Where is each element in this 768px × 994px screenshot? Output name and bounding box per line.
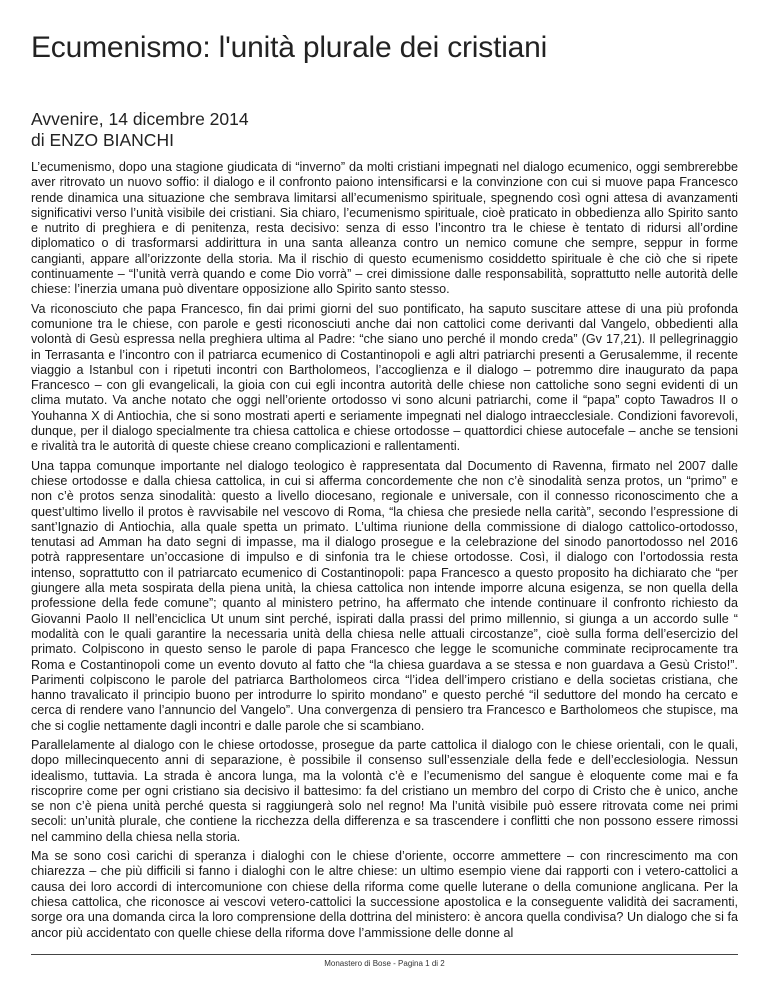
paragraph: Parallelamente al dialogo con le chiese ortodosse, prosegue da parte cattolica il dialogo con le chiese orientali, con le quali, dopo millecinquecento anni di separazione, è possibile il consenso sull’essenziale della fede e dell’ecclesiologia. Nessun idealismo, tuttavia. La strada è ancora lunga, ma la volontà c’è e l’ecumenismo del sangue è eloquente come mai e fa riscoprire come per ogni cristiano sia decisivo il battesimo: fa del cristiano un membro del corpo di Cristo che è unico, anche se non c’è piena unità perché questa si raggiungerà solo nel regno! Ma l’unità visibile può essere ritrovata come nei primi secoli: un’unità plurale, che contiene la ricchezza della differenza e sa trascendere i conflitti che non possono essere rimossi nel cammino della chiesa nella storia. [31, 737, 738, 844]
paragraph: Va riconosciuto che papa Francesco, fin dai primi giorni del suo pontificato, ha saputo suscitare attese di una più profonda comunione tra le chiese, con parole e gesti riconosciuti anche dai non cattolici come derivanti dal Vangelo, obbedienti alla volontà di Gesù espressa nella preghiera ultima al Padre: “che siano uno perché il mondo creda” (Gv 17,21). Il pellegrinaggio in Terrasanta e l’incontro con il patriarca ecumenico di Costantinopoli e agli altri patriarchi presenti a Gerusalemme, il recente viaggio a Istanbul con i ripetuti incontri con Bartholomeos, l’accoglienza e il dialogo – potremmo dire inaugurato da papa Francesco – con gli evangelicali, la gioia con cui egli incontra autorità delle chiese non cattoliche sono segni evidenti di un clima mutato. Va anche notato che oggi nell’oriente ortodosso vi sono alcuni patriarchi, come il “papa” copto Tawadros II o Youhanna X di Antiochia, che si sono mostrati aperti e seriamente impegnati nel dialogo intraecclesiale. Condizioni favorevoli, dunque, per il dialogo specialmente tra chiesa cattolica e chiese ortodosse – quattordici chiese autocefale – anche se tensioni e rivalità tra le autorità di queste chiese creano complicazioni e rallentamenti. [31, 301, 738, 454]
footer-divider [31, 954, 738, 955]
article-body [31, 160, 738, 945]
paragraph: Una tappa comunque importante nel dialogo teologico è rappresentata dal Documento di Ravenna, firmato nel 2007 dalle chiese ortodosse e dalla chiesa cattolica, in cui si afferma concordemente che non c’è sinodalità senza protos, un “primo” e non c’è protos senza sinodalità: questo a livello diocesano, regionale e universale, con il connesso riconoscimento che a quest’ultimo livello il protos è ravvisabile nel vescovo di Roma, “la chiesa che presiede nella carità”, secondo l’espressione di sant’Ignazio di Antiochia, alla quale spetta un primato. L’ultima riunione della commissione di dialogo cattolico-ortodosso, tenutasi ad Amman ha dato segni di impasse, ma il dialogo prosegue e la celebrazione del sinodo panortodosso nel 2016 potrà rappresentare un’occasione di impulso e di sinfonia tra le chiese ortodosse. Così, il dialogo con l’ortodossia resta intenso, soprattutto con il patriarcato ecumenico di Costantinopoli: papa Francesco a questo proposito ha dichiarato che “per giungere alla meta sospirata della piena unità, la chiesa cattolica non intende imporre alcuna esigenza, se non quella della professione della fede comune”; quanto al ministero petrino, ha affermato che intende continuare il confronto richiesto da Giovanni Paolo II nell’enciclica Ut unum sint perché, ispirati dalla prassi del primo millennio, si giunga a un accordo sulle “ modalità con le quali garantire la necessaria unità della chiesa nelle attuali circostanze”, cioè sulla forma dell’esercizio del primato. Colpiscono in questo senso le parole di papa Francesco che legge le scomuniche comminate reciprocamente tra Roma e Costantinopoli come un evento dovuto al fatto che “la chiesa guardava a se stessa e non guardava a Gesù Cristo!”. Parimenti colpiscono le parole del patriarca Bartholomeos circa “l’idea dell’impero cristiano e della societas cristiana, che hanno travalicato il principio buono per introdurre lo spirito mondano” e questo perché “il seduttore del mondo ha cercato e cerca di rendere vano l’annuncio del Vangelo”. Una convergenza di pensiero tra Francesco e Bartholomeos che stupisce, ma che si coglie nettamente dagli incontri e dalle parole che si scambiano. [31, 458, 738, 733]
article-author: di ENZO BIANCHI [31, 130, 174, 150]
article-source: Avvenire, 14 dicembre 2014 [31, 109, 249, 129]
paragraph: Ma se sono così carichi di speranza i dialoghi con le chiese d’oriente, occorre ammettere – con rincrescimento ma con chiarezza – che più difficili si fanno i dialoghi con le altre chiese: un ultimo esempio viene dai rapporti con i vetero-cattolici a causa dei loro accordi di intercomunione con chiese della riforma come quelle luterane o della comunione anglicana. Per la chiesa cattolica, che riconosce ai vescovi vetero-cattolici la successione apostolica e la conseguente validità dei sacramenti, sorge ora una domanda circa la loro comprensione della dottrina del ministero: è ancora quella condivisa? Un dialogo che si fa ancor più accidentato con quelle chiese della riforma dove l’ammissione delle donne al [31, 849, 738, 940]
article-title: Ecumenismo: l'unità plurale dei cristiani [31, 31, 548, 64]
page-footer: Monastero di Bose - Pagina 1 di 2 [324, 959, 445, 968]
document-page [31, 0, 738, 994]
paragraph: L’ecumenismo, dopo una stagione giudicata di “inverno” da molti cristiani impegnati nel dialogo ecumenico, oggi sembrerebbe aver ritrovato un nuovo soffio: il dialogo e il confronto paiono intensificarsi e la convinzione con cui si muove papa Francesco rende dinamica una situazione che sembrava limitarsi all’ecumenismo spirituale, spegnendo così ogni attesa di avanzamenti significativi verso l’unità visibile dei cristiani. Sia chiaro, l’ecumenismo spirituale, cioè praticato in obbedienza allo Spirito santo e nutrito di preghiera e di penitenza, resta decisivo: senza di esso l’incontro tra le chiese è tentato di ridursi all’ordine diplomatico o di trasformarsi addirittura in una santa alleanza contro un nemico comune che sempre, seppur in forme cangianti, appare all’orizzonte della storia. Ma il rischio di questo ecumenismo cosiddetto spirituale è che ciò che si ripete continuamente – “l’unità verrà quando e come Dio vorrà” – crei dimissione dalle responsabilità, soprattutto nelle autorità delle chiese: l’inerzia umana può diventare opposizione allo Spirito santo stesso. [31, 160, 738, 297]
